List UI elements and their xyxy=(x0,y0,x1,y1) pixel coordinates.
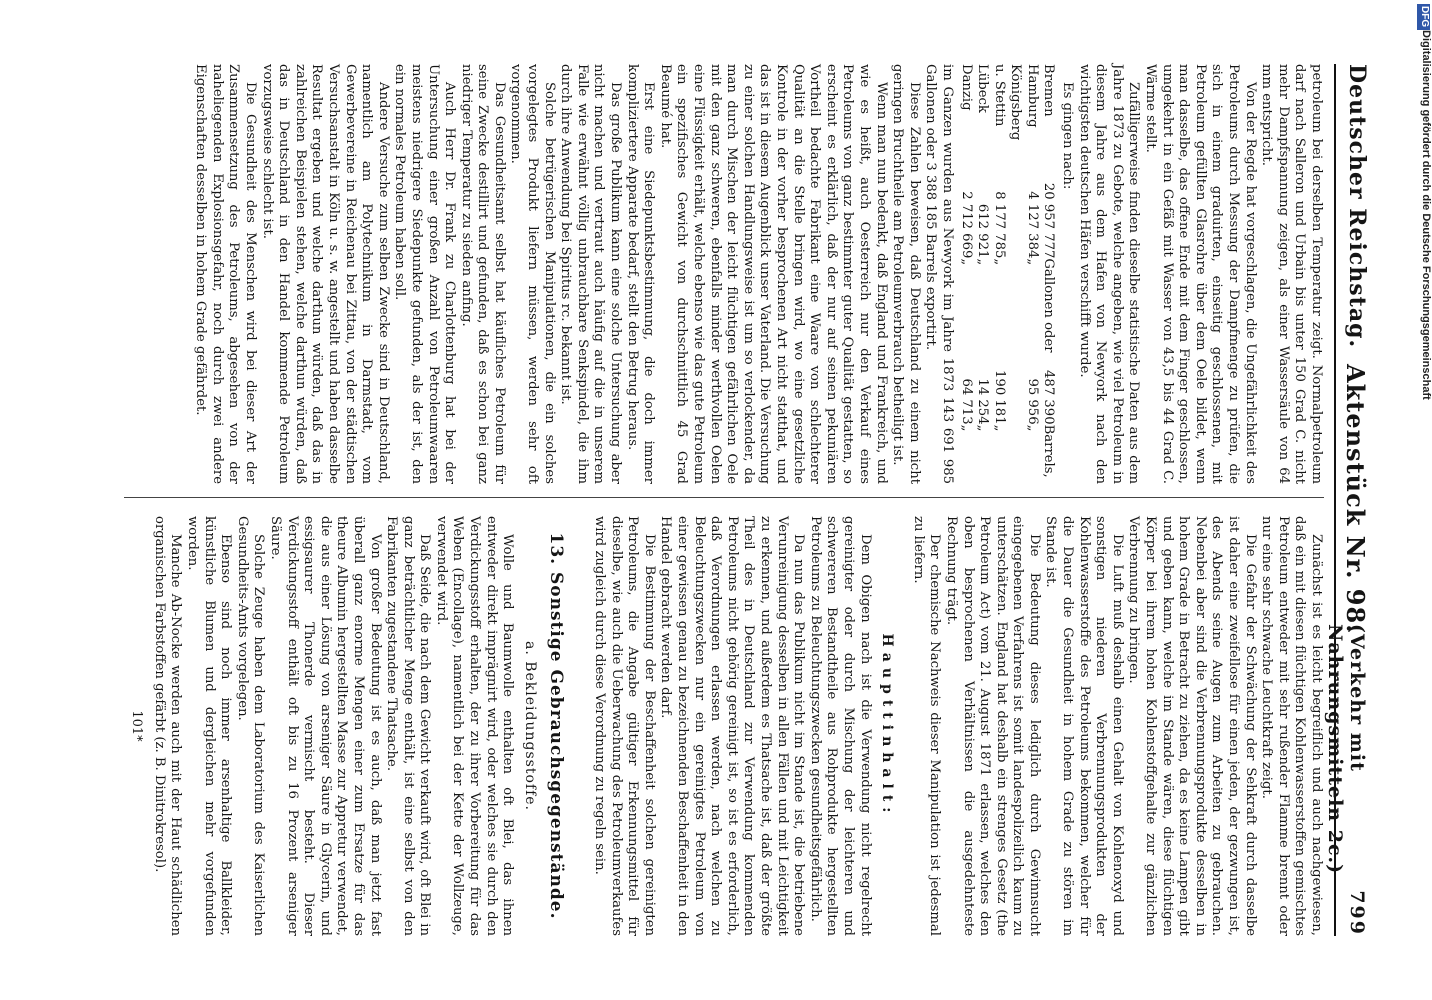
table-cell: Bremen xyxy=(1041,64,1057,117)
table-cell: 2 712 669 xyxy=(958,191,974,259)
table-row xyxy=(957,64,974,484)
paragraph: Ebenso sind noch immer arsenhaltige Ballkleider, künstliche Blumen und dergleichen mehr vorgefunden worden. xyxy=(185,516,234,936)
table-cell: 612 921 xyxy=(975,203,991,259)
table-cell: 95 956 xyxy=(1024,378,1040,425)
table-cell: u. Stettin xyxy=(991,64,1007,127)
table-cell: Danzig xyxy=(958,64,974,111)
table-cell: Lübeck xyxy=(975,64,991,113)
paragraph: Erst eine Siedepunktsbestimmung, die doch immer kompliziertere Apparate bedarf, stellt den Betrug heraus. xyxy=(624,64,657,484)
table-cell: „ xyxy=(975,258,991,266)
dfg-logo-text: DFG xyxy=(1419,6,1430,28)
table-row xyxy=(1040,64,1057,484)
table-cell: 487 390 xyxy=(1041,370,1057,425)
paragraph: im Ganzen wurden aus Newyork im Jahre 1873 143 691 985 Gallonen oder 3 388 185 Barrels exportirt. xyxy=(923,64,955,484)
section-heading: Haupttinhalt: xyxy=(879,633,896,819)
page-number: 799 xyxy=(1346,890,1368,936)
table-row xyxy=(1023,64,1040,484)
paragraph: Solche betrügerischen Manipulationen, die ein solches vorgelegtes Produkt liefern müssen, werden sehr oft vorgenommen. xyxy=(508,64,557,484)
paragraph: Von großer Bedeutung ist es auch, daß man jetzt fast überall ganz enorme Mengen einer zum Ersatze für das theure Albumin hergestellten Masse zur Appretur verwendet, die aus einer Lösung von arseniger Säure in Glycerin, und essigsaurer Thonerde vermischt besteht. Dieser Verdickungsstoff enthält oft bis zu 16 Prozent arseniger Säure. xyxy=(267,516,383,936)
paragraph: Da nun das Publikum nicht im Stande ist, die betriebene Verunreinigung desselben in allen Fällen und mit Leichtigkeit zu erkennen, und außerdem es Thatsache ist, daß der größte Theil des in Deutschland zur Verwendung kommenden Petroleums nicht gehörig gereinigt ist, so ist es erforderlich, daß Verordnungen erlassen werden, nach welchen zu Beleuchtungszwecken nur ein gereinigtes Petroleum von einer gewissen genau zu bezeichnenden Beschaffenheit in den Handel gebracht werden darf. xyxy=(658,516,807,936)
table-cell: Gallonen oder xyxy=(1041,258,1057,353)
left-column xyxy=(192,64,1324,484)
paragraph: Wenn man nun bedenkt, daß England und Frankreich, und wie es heißt, auch Oesterreich nur den Verkauf eines Petroleums von ganz bestimmter guter Qualität gestatten, so erscheint es erklärlich, daß der nur auf seinen pekuniären Vortheil bedachte Fabrikant eine Waare von schlechterer Qualität an die Stelle bringen wird, wo eine gesetzliche Kontrole in der vorher besprochenen Art nicht statthat, und das ist in diesem Augenblick unser Vaterland. Die Versuchung zu einer solchen Handlungsweise ist um so verlockender, da man durch Mischen der leicht flüchtigen gefährlichen Oele mit den ganz schweren, ebenfalls minder werthvollen Oelen eine Flüssigkeit erhält, welche ebenso wie das gute Petroleum ein spezifisches Gewicht von durchschnittlich 45 Grad Beaumé hat. xyxy=(657,64,889,484)
table-cell: „ xyxy=(991,424,1007,432)
sheet-signature: 101* xyxy=(129,710,145,742)
paragraph: Zunächst ist es leicht begreiflich und auch nachgewiesen, daß ein mit diesen flüchtigen Kohlenwasserstoffen gemischtes Petroleum entweder mit sehr rußender Flamme brennt oder nur eine sehr schwache Leuchtkraft zeigt. xyxy=(1259,516,1324,936)
table-cell: 14 254 xyxy=(975,378,991,425)
table-row xyxy=(974,64,991,484)
right-column xyxy=(128,516,1324,936)
export-statistics-table xyxy=(957,64,1057,484)
paragraph: Das große Publikum kann eine solche Untersuchung aber nicht machen und vertraut auch häufig auf die in unserem Falle wie erwähnt völlig unbrauchbare Senkspindel, die ihm durch ihre Anwendung bei Spiritus rc. bekannt ist. xyxy=(558,64,624,484)
header-right-title: (Verkehr mit Nahrungsmitteln 2c.) xyxy=(1324,624,1368,875)
table-cell: 8 177 785 xyxy=(991,191,1007,259)
paragraph: Es gingen nach: xyxy=(1060,82,1076,190)
table-cell: Barrels, xyxy=(1041,424,1057,478)
paragraph: Dem Obigen nach ist die Verwendung nicht regelrecht gereinigter oder durch Mischung der leichteren und schwereren Bestandtheile aus Rohprodukte hergestellten Petroleums zu Beleuchtungszwecken gesundheitsgefährlich. xyxy=(807,516,873,936)
table-cell: „ xyxy=(1024,258,1040,266)
table-cell: Königsberg xyxy=(1008,64,1024,141)
paragraph: Diese Zahlen beweisen, daß Deutschland zu einem nicht geringen Bruchtheile am Petroleumverbrauch betheiligt ist. xyxy=(890,64,922,484)
table-cell xyxy=(1007,364,1024,425)
table-cell: 64 713 xyxy=(958,378,974,425)
paragraph: petroleum bei derselben Temperatur zeigt. Normalpetroleum darf nach Salleron und Urbain bis unter 150 Grad C. nicht mehr Dampfspannung zeigen, als einer Wassersäule von 64 mm entspricht. xyxy=(1259,64,1324,484)
table-cell: „ xyxy=(958,424,974,432)
digitization-credit: Digitalisierung gefördert durch die Deutsche Forschungsgemeinschaft xyxy=(1420,30,1432,400)
table-cell: 20 957 777 xyxy=(1041,182,1057,259)
paragraph: Wolle und Baumwolle enthalten oft Blei, das ihnen entweder direkt imprägnirt wird, oder welches sie durch den Verdickungsstoff erhalten, der zu ihrer Vorbereitung für das Weben (Encollage), namentlich bei der Kette der Wollzeuge, verwendet wird. xyxy=(433,516,516,936)
table-row xyxy=(990,64,1007,484)
table-cell: „ xyxy=(958,258,974,266)
table-cell: „ xyxy=(991,258,1007,266)
paragraph: Der chemische Nachweis dieser Manipulation ist jedesmal zu liefern. xyxy=(910,516,943,936)
table-cell: 4 127 384 xyxy=(1024,191,1040,259)
table-row xyxy=(1007,64,1024,484)
header-left-title: Deutscher Reichstag. xyxy=(1344,64,1370,349)
paragraph: Andere Versuche zum selben Zwecke sind in Deutschland, namentlich am Polytechnikum in Darmstadt, vom Gewerbevereine in Reichenau bei Zittau, von der städtischen Versuchsanstalt in Köln u. s. w. angestellt und haben dasselbe Resultat ergeben und welche darthun würden, daß das in zahlreichen Beispielen stehen, welche darthun würden, daß das in Deutschland in den Handel kommende Petroleum vorzugsweise schlecht ist. xyxy=(259,64,391,484)
paragraph: Auch Herr Dr. Frank zu Charlottenburg hat bei der Untersuchung einer großen Anzahl von Petroleumwaaren meistens niedrigere Siedepunkte gefunden, als der ist, den ein normales Petroleum haben soll. xyxy=(392,64,458,484)
paragraph: Die Gefahr der Schwächung der Sehkraft durch dasselbe ist daher eine zweifellose für einen jeden, der gezwungen ist, des Abends seine Augen zum Arbeiten zu gebrauchen. Nebenbei aber sind die Verbrennungsprodukte desselben in hohem Grade in Betracht zu ziehen, da es keine Lampen gibt und geben kann, welche im Stande wären, diese flüchtigen Körper bei ihrem hohen Kohlenstoffgehalte zur gänzlichen Verbrennung zu bringen. xyxy=(1126,516,1258,936)
table-cell xyxy=(1007,258,1024,363)
column-divider xyxy=(124,497,1324,498)
subsection-heading: a. Bekleidungsstoffe. xyxy=(521,640,538,812)
table-cell: Hamburg xyxy=(1024,64,1040,128)
paragraph: Die Bestimmung der Beschaffenheit solchen gereinigten Petroleums, die Angabe gültiger Erkennungsmittel für dieselbe, wie auch die Ueberwachung des Petroleumverkaufes wird zugleich durch diese Verordnung zu regeln sein. xyxy=(592,516,657,936)
header-document-number: Aktenstück Nr. 98. xyxy=(1341,364,1370,634)
page-header xyxy=(1324,64,1372,936)
table-cell xyxy=(1007,425,1024,484)
table-cell: „ xyxy=(975,424,991,432)
paragraph: Die Luft muß deshalb einen Gehalt von Kohlenoxyd und sonstigen niederen Verbrennungsprodukten der Kohlenwasserstoffe des Petroleums bekommen, welcher für die Dauer die Gesundheit in hohem Grade zu stören im Stande ist. xyxy=(1043,516,1125,936)
table-cell xyxy=(1007,174,1024,258)
paragraph: Die Gesundheit des Menschen wird bei dieser Art der Zusammensetzung des Petroleums, abgesehen von der naheliegenden Explosionsgefahr, noch durch zwei andere Eigenschaften desselben in hohem Grade gefährdet. xyxy=(193,64,258,484)
paragraph: Zufälligerweise finden dieselbe statistische Daten aus dem Jahre 1873 zu Gebote, welche angeben, wie viel Petroleum in diesem Jahre aus dem Hafen von Newyork nach den wichtigsten deutschen Häfen verschifft wurde. xyxy=(1076,64,1142,484)
chapter-heading: 13. Sonstige Gebrauchsgegenstände. xyxy=(546,532,567,920)
paragraph: Die Bedeutung dieses lediglich durch Gewinnsucht eingegebenen Verfahrens ist somit landespolizeilich kaum zu unterschätzen. England hat deshalb ein strenges Gesetz (the Petroleum Act) vom 21. August 1871 erlassen, welches den oben besprochenen Verhältnissen die ausgedehnteste Rechnung trägt. xyxy=(943,516,1042,936)
paragraph: Manche Ab-Nocke werden auch mit der Haut schädlichen organischen Farbstoffen gefärbt (z. B. Dinitrokresol). xyxy=(151,516,184,936)
paragraph: Daß Seide, die nach dem Gewicht verkauft wird, oft Blei in ganz beträchtlicher Menge enthält, ist eine selbst von den Fabrikanten zugestandene Thatsache. xyxy=(384,516,433,936)
table-cell: „ xyxy=(1024,424,1040,432)
paragraph: Von der Regde hat vorgeschlagen, die Ungefährlichkeit des Petroleums durch Messung der Dampfmenge zu prüfen, die sich in einem graduirten, einseitig geschlossenen, mit Petroleum gefüllten Glasrohre über dem Oele bildet, wenn man dasselbe, das offene Ende mit dem Finger geschlossen, umgekehrt in ein Gefäß mit Wasser von 43,5 bis 44 Grad C. Wärme stellt. xyxy=(1143,64,1258,484)
paragraph: Solche Zeuge haben dem Laboratorium des Kaiserlichen Gesundheits-Amts vorgelegen. xyxy=(234,516,267,936)
paragraph: Das Gesundheitsamt selbst hat käufliches Petroleum für seine Zwecke destillirt und gefunden, daß es schon bei ganz niedriger Temperatur zu sieden anfing. xyxy=(458,64,507,484)
table-cell: 190 181 xyxy=(991,370,1007,425)
